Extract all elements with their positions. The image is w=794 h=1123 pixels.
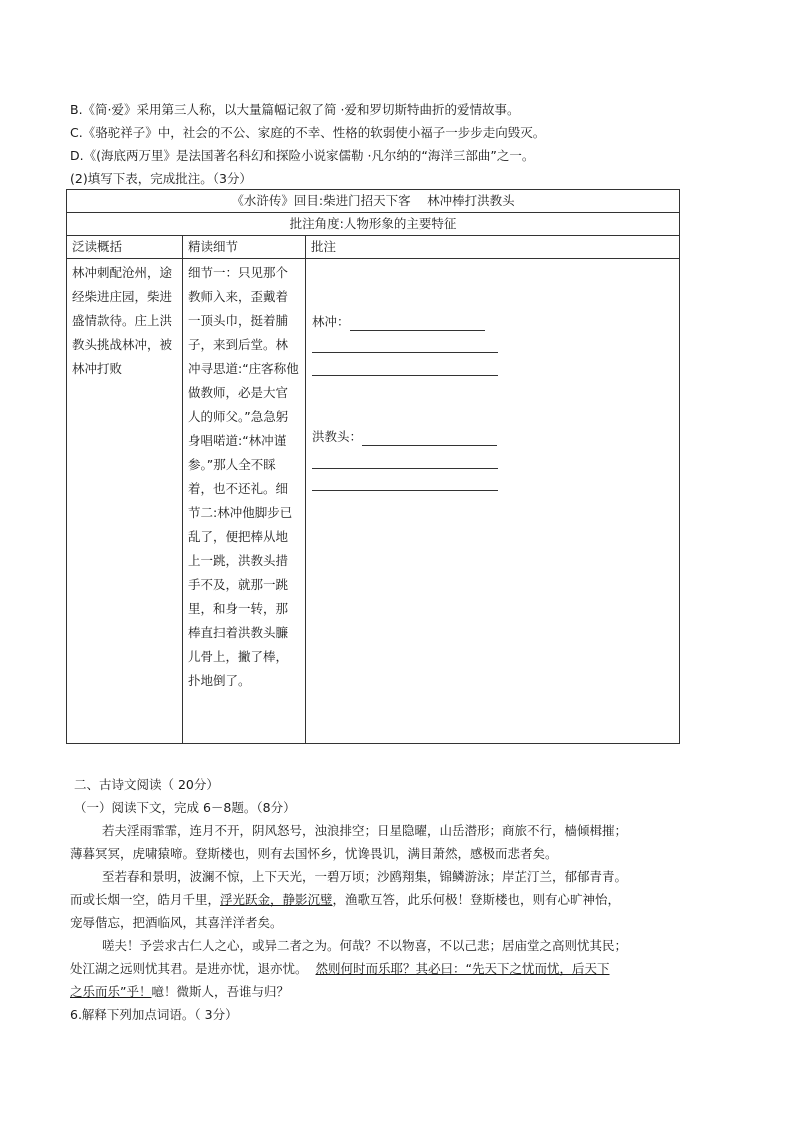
note-linchong-row	[312, 313, 485, 331]
paragraph-line: 嗟夫！予尝求古仁人之心，或异二者之为。何哉？不以物喜，不以己悲；居庙堂之高则忧其民；	[102, 938, 628, 953]
annotation-table	[66, 189, 680, 744]
note-linchong-label: 林冲：	[312, 314, 350, 329]
header-summary: 泛读概括	[67, 236, 183, 259]
question-6: 6.解释下列加点词语。（ 3分）	[70, 1007, 238, 1022]
paragraph-line: 处江湖之远则忧其君。是进亦忧，退亦忧。 然则何时而乐耶？其必曰：“先天下之忧而忧，后天下	[70, 961, 610, 976]
paragraph-line: 薄暮冥冥，虎啸猿啼。登斯楼也，则有去国怀乡，忧谗畏讥，满目萧然，感极而悲者矣。	[70, 846, 558, 861]
section-heading: 二、古诗文阅读（ 20分）	[74, 777, 219, 792]
underlined-phrase: 浮光跃金，静影沉璧	[220, 892, 333, 907]
answer-line-row	[312, 335, 498, 353]
note-hong-label: 洪教头：	[312, 429, 363, 444]
paragraph-line: 之乐而乐”乎！噫！微斯人，吾谁与归？	[70, 984, 289, 999]
question-2-instruction: (2)填写下表，完成批注。（3分）	[70, 171, 252, 186]
answer-blank[interactable]	[312, 361, 498, 376]
underlined-sentence: 然则何时而乐耶？其必曰：“先天下之忧而忧，后天下	[315, 961, 610, 976]
option-b: B.《简·爱》采用第三人称，以大量篇幅记叙了简 ·爱和罗切斯特曲折的爱情故事。	[70, 102, 520, 117]
paragraph-line: 宠辱偕忘，把酒临风，其喜洋洋者矣。	[70, 915, 283, 930]
answer-blank[interactable]	[362, 431, 497, 446]
header-note: 批注	[306, 236, 680, 259]
summary-cell: 林冲刺配沧州，途经柴进庄园，柴进盛情款待。庄上洪教头挑战林冲，被林冲打败	[72, 265, 173, 376]
answer-blank[interactable]	[312, 454, 498, 469]
option-c: C.《骆驼祥子》中，社会的不公、家庭的不幸、性格的软弱使小福子一步步走向毁灭。	[70, 125, 546, 140]
section-subheading: （一）阅读下文，完成 6－8题。（8分）	[74, 800, 296, 815]
answer-line-row	[312, 473, 498, 491]
header-detail: 精读细节	[183, 236, 306, 259]
detail-cell: 细节一：只见那个教师入来，歪戴着一顶头巾，挺着脯子，来到后堂。林冲寻思道:“庄客称他做教师，必是大官人的师父。”急急躬身唱喏道:“林冲谨参。”那人全不睬着，也不还礼。细节二:林冲他脚步已乱了，便把棒从地上一跳，洪教头措手不及，就那一跳里，和身一转，那棒直扫着洪教头臁儿骨上，撇了棒，扑地倒了。	[188, 265, 299, 688]
note-cell	[306, 259, 680, 744]
paragraph-line: 若夫淫雨霏霏，连月不开，阴风怒号，浊浪排空；日星隐曜，山岳潜形；商旅不行，樯倾楫摧；	[102, 823, 628, 838]
table-title: 《水浒传》回目:柴进门招天下客 林冲棒打洪教头	[67, 190, 680, 213]
answer-blank[interactable]	[312, 476, 498, 491]
answer-blank[interactable]	[312, 338, 498, 353]
answer-blank[interactable]	[350, 316, 485, 331]
answer-line-row	[312, 358, 498, 376]
option-d: D.《(海底两万里》是法国著名科幻和探险小说家儒勒 ·凡尔纳的“海洋三部曲”之一。	[70, 148, 535, 163]
table-angle: 批注角度:人物形象的主要特征	[67, 213, 680, 236]
underlined-sentence: 之乐而乐”乎！	[70, 984, 152, 999]
answer-line-row	[312, 451, 498, 469]
paragraph-line: 至若春和景明，波澜不惊，上下天光，一碧万顷；沙鸥翔集，锦鳞游泳；岸芷汀兰，郁郁青青。	[102, 869, 628, 884]
paragraph-line: 而或长烟一空，皓月千里，浮光跃金，静影沉璧，渔歌互答，此乐何极！登斯楼也，则有心旷神怡，	[70, 892, 621, 907]
note-hong-row	[312, 428, 497, 446]
